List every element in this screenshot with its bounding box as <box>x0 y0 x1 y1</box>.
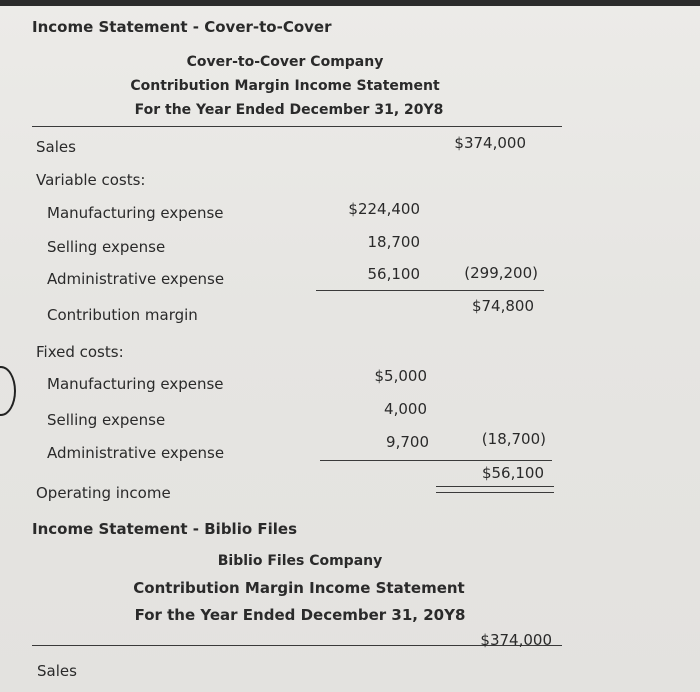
variable-item-label: Administrative expense <box>47 270 225 288</box>
fixed-total-rule <box>320 460 552 461</box>
contribution-margin-value: $74,800 <box>471 297 534 315</box>
fixed-item-value: 9,700 <box>386 433 429 451</box>
variable-total-rule <box>316 290 544 291</box>
section2-period: For the Year Ended December 31, 20Y8 <box>134 606 466 624</box>
section2-company-name: Biblio Files Company <box>217 553 383 569</box>
contribution-margin-label: Contribution margin <box>47 306 198 324</box>
fixed-item-label: Manufacturing expense <box>47 375 224 393</box>
fixed-item-value: $5,000 <box>374 367 427 385</box>
sales-value: $374,000 <box>454 134 526 152</box>
variable-item-label: Selling expense <box>47 238 166 256</box>
section1-heading: Income Statement - Cover-to-Cover <box>32 18 332 36</box>
operating-income-double-rule <box>436 486 554 493</box>
section2-heading: Income Statement - Biblio Files <box>32 520 297 538</box>
section2-sales-value: $374,000 <box>480 631 552 649</box>
top-edge <box>0 0 700 6</box>
section1-period: For the Year Ended December 31, 20Y8 <box>134 102 444 118</box>
variable-item-value: 18,700 <box>367 233 420 251</box>
section1-header-rule <box>32 126 562 127</box>
section1-statement-title: Contribution Margin Income Statement <box>130 78 440 94</box>
section2-sales-label: Sales <box>37 662 77 680</box>
section1-company-name: Cover-to-Cover Company <box>186 54 384 70</box>
variable-item-label: Manufacturing expense <box>47 204 224 222</box>
fixed-item-value: 4,000 <box>384 400 427 418</box>
fixed-item-label: Administrative expense <box>47 444 225 462</box>
fixed-item-label: Selling expense <box>47 411 166 429</box>
operating-income-label: Operating income <box>36 484 171 502</box>
variable-costs-header: Variable costs: <box>36 171 146 189</box>
fixed-costs-header: Fixed costs: <box>36 343 124 361</box>
variable-item-value: 56,100 <box>367 265 420 283</box>
operating-income-value: $56,100 <box>481 464 544 482</box>
fixed-costs-total: (18,700) <box>481 430 546 448</box>
sales-label: Sales <box>36 138 76 156</box>
variable-costs-total: (299,200) <box>464 264 538 282</box>
margin-bracket-mark <box>0 366 16 416</box>
section2-statement-title: Contribution Margin Income Statement <box>133 579 465 597</box>
variable-item-value: $224,400 <box>348 200 420 218</box>
